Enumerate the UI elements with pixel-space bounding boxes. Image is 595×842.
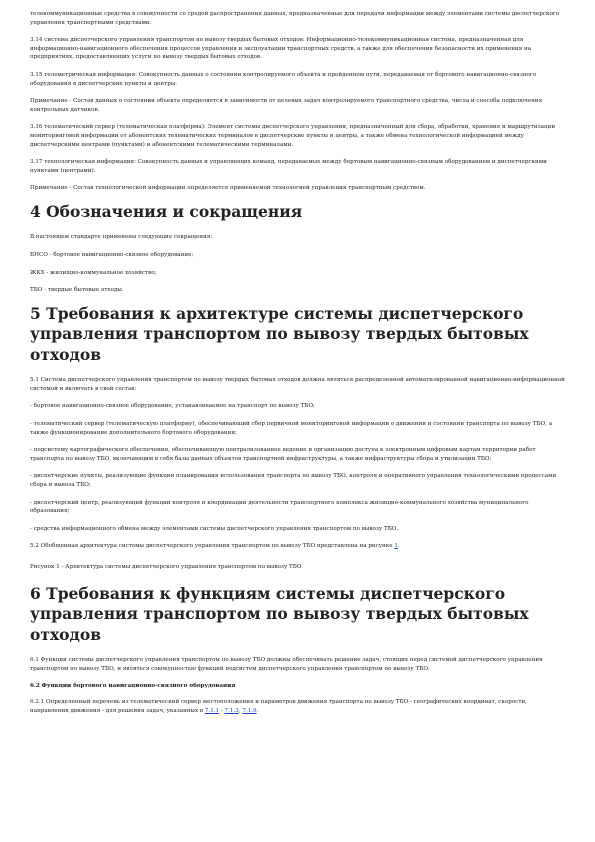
clause-6-2-1-end: . [256, 707, 259, 714]
term-3-14: 3.14 система диспетчерского управления транспортом по вывозу твердых бытовых отходов: Информационно-телекоммуникационная система, предназначенная для информационно-навигационного обеспечения процессов управления и эксплуатации транспортных средств, а также для обеспечения безопасности их применения на предприятиях, предоставляющих услуги по вывозу твердых бытовых отходов. [30, 37, 532, 61]
section-4-intro: В настоящем стандарте применены следующие сокращения: [30, 234, 213, 241]
term-3-16: 3.16 телематический сервер (телематическая платформа): Элемент системы диспетчерского управления, предназначенный для сбора, обработки, хранения и маршрутизации мониторинговой информации от абонентских телематических терминалов в диспетчерские пункты и центры, а также обмена технологической информацией между диспетчерскими центрами (пунктами) и абонентскими телематическими терминалами. [30, 124, 556, 148]
bullet-5-5: - диспетчерский центр, реализующий функции контроля и координации деятельности транспортного комплекса жилищно-коммунального хозяйства муниципального образования; [30, 499, 529, 515]
ref-separator-1: - [219, 707, 225, 714]
term-3-17: 3.17 технологическая информация: Совокупность данных и управляющих команд, передаваемых между бортовым навигационно-связным оборудованием и диспетчерскими пунктами (центрами). [30, 159, 547, 174]
section-4-heading: 4 Обозначения и сокращения [30, 201, 303, 221]
bullet-5-6: - средства информационного обмена между элементами системы диспетчерского управления транспортом по вывозу ТБО. [30, 525, 399, 532]
clause-6-1: 6.1 Функции системы диспетчерского управления транспортом по вывозу ТБО должны обеспечивать решение задач, стоящих перед системой диспетчерского управления транспортом по вывозу ТБО, и являться совокупностью функций подсистем диспетчерского управления транспортом по вывозу ТБО. [30, 657, 543, 672]
ref-7-1-9-link[interactable]: 7.1.9 [242, 707, 257, 714]
bullet-5-3: - подсистему картографического обеспечения, обеспечивающую централизованное ведение и организацию доступа к электронным цифровым картам территории работ транспорта по вывозу ТБО, включающим в себя базы данных объектов транспортной инфраструктуры, а также инфраструктуры сбора и утилизации ТБО; [30, 447, 536, 462]
subsection-6-2-heading: 6.2 Функции бортового навигационно-связного оборудования [30, 683, 236, 690]
figure-1-link[interactable]: 1 [394, 543, 398, 550]
ref-7-1-3-link[interactable]: 7.1.3 [224, 707, 239, 714]
abbreviation-zhkh: ЖКХ - жилищно-коммунальное хозяйство; [30, 269, 157, 276]
clause-6-2-1-text: 6.2.1 Определенный перечень из телематический сервер местоположения и параметров движения транспорта по вывозу ТБО - географических координат, скорости, направления движения - для решения задач, указанных в [30, 699, 527, 714]
note-2: Примечание - Состав технологической информации определяется применяемой технологией управления транспортным средством. [30, 185, 426, 192]
abbreviation-bnso: БНСО - бортовое навигационно-связное оборудование; [30, 252, 194, 258]
ref-7-1-1-link[interactable]: 7.1.1 [204, 707, 220, 714]
figure-1-caption: Рисунок 1 - Архитектура системы диспетчерского управления транспортом по вывозу ТБО [30, 564, 302, 570]
section-5-heading: 5 Требования к архитектуре системы диспетчерского управления транспортом по вывозу твердых бытовых отходов [30, 303, 529, 364]
note-1: Примечание - Состав данных о состоянии объекта определяется в зависимости от целевых задач контролируемого транспортного средства, числа и способа подключения контрольных датчиков. [30, 98, 543, 113]
paragraph-intro: телекоммуникационные средства в совокупности со средой распространения данных, предназначенные для передачи информации между элементами системы диспетчерского управления транспортными средствами. [30, 11, 560, 26]
bullet-5-2: - телематический сервер (телематическую платформу), обеспечивающий сбор первичной мониторинговой информации о движении и состоянии транспорта по вывозу ТБО, а также функционирование дополнительного бортового оборудования; [30, 421, 553, 436]
abbreviation-tbo: ТБО - твердые бытовые отходы. [30, 287, 124, 294]
bullet-5-1: - бортовое навигационно-связное оборудование, устанавливаемое на транспорт по вывозу ТБО; [30, 403, 315, 410]
ref-separator-2: , [238, 707, 243, 714]
clause-5-1: 5.1 Система диспетчерского управления транспортом по вывозу твердых бытовых отходов должна являться распределенной автоматизированной навигационно-информационной системой и включать в свой состав: [30, 377, 565, 392]
clause-5-2-text: 5.2 Обобщенная архитектура системы диспетчерского управления транспортом по вывозу ТБО представлена на рисунке [30, 543, 395, 550]
clause-5-2-end: . [397, 543, 400, 550]
section-6-heading: 6 Требования к функциям системы диспетчерского управления транспортом по вывозу твердых бытовых отходов [30, 583, 529, 644]
clause-5-2 [30, 542, 565, 551]
bullet-5-4: - диспетчерские пункты, реализующие функции планирования использования транспорта по вывозу ТБО, контроля и оперативного управления технологическими процессами сбора и вывоза ТБО; [30, 473, 557, 489]
term-3-15: 3.15 телеметрическая информация: Совокупность данных о состоянии контролируемого объекта и пройденном пути, передаваемая от бортового навигационно-связного оборудования в диспетчерские пункты и центры. [30, 71, 537, 87]
clause-6-2-1 [30, 698, 565, 715]
